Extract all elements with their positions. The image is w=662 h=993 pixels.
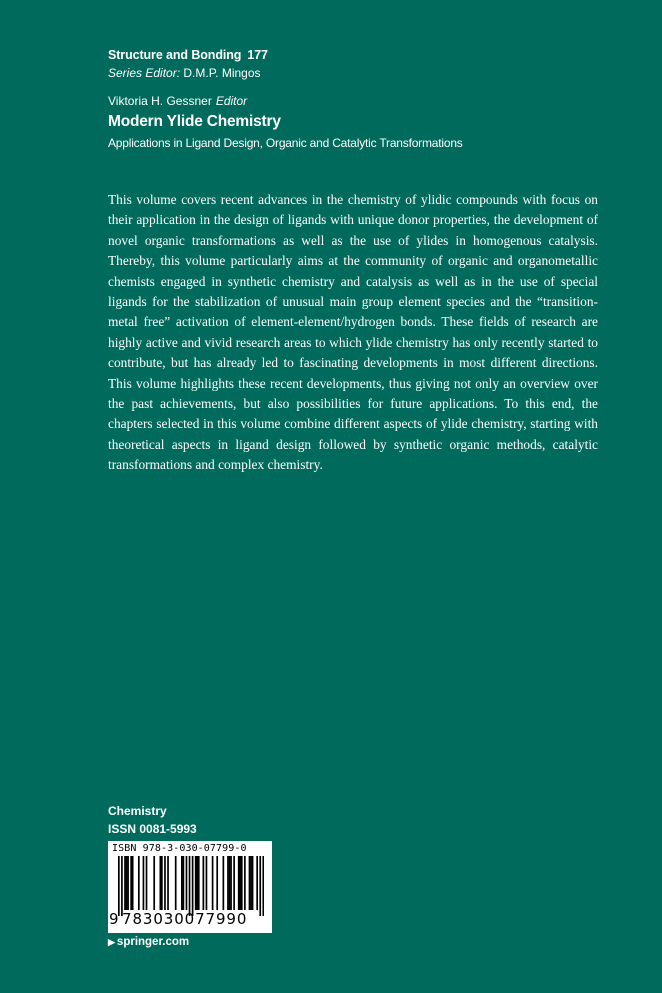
barcode-bar [241,856,243,910]
triangle-right-icon: ▶ [108,937,115,947]
barcode-bar [203,856,205,910]
barcode [108,841,272,933]
barcode-bar [143,856,145,910]
issn-label: ISSN 0081-5993 [108,822,197,836]
barcode-bar [229,856,231,910]
barcode-bar [196,856,198,910]
header [108,46,608,151]
subject-label: Chemistry [108,804,167,818]
barcode-bar [138,856,140,910]
barcode-bar [167,856,169,910]
book-title: Modern Ylide Chemistry [108,113,281,130]
barcode-bar [244,856,246,910]
series-name: Structure and Bonding [108,48,242,62]
barcode-bar [206,856,208,910]
barcode-bar [233,856,235,910]
barcode-bars [118,856,264,916]
footer-info [108,803,408,837]
barcode-bar [124,856,126,910]
series-volume: 177 [247,48,268,62]
barcode-bar [189,856,191,916]
barcode-bar [216,856,218,910]
series-editor-label: Series Editor: [108,66,181,80]
ean-digits: 783030077990 [122,910,248,928]
barcode-bar [227,856,229,910]
barcode-bar [239,856,241,910]
barcode-bar [259,856,261,916]
barcode-bar [181,856,183,910]
barcode-bar [238,856,240,910]
barcode-bar [164,856,166,910]
barcode-bar [132,856,134,910]
barcode-bar [212,856,214,910]
barcode-bar [146,856,148,910]
book-editor-role: Editor [215,94,248,108]
barcode-bar [256,856,258,910]
barcode-bar [192,856,194,916]
barcode-bar [130,856,132,910]
barcode-bar [126,856,128,910]
barcode-bar [223,856,225,910]
barcode-bar [195,856,197,910]
isbn-text: ISBN 978-3-030-07799-0 [112,843,247,854]
barcode-bar [118,856,120,916]
publisher-link[interactable] [108,934,189,950]
barcode-bar [252,856,254,910]
book-subtitle: Applications in Ligand Design, Organic and Catalytic Transformations [108,136,463,150]
barcode-bar [175,856,177,910]
barcode-bar [250,856,252,910]
barcode-bar [198,856,200,910]
barcode-bar [249,856,251,910]
book-editor [108,93,608,109]
series-line [108,46,608,64]
barcode-bar [159,856,161,910]
series-editor-name: D.M.P. Mingos [183,66,261,80]
barcode-bar [230,856,232,910]
publisher-label: springer.com [116,936,190,948]
barcode-bar [183,856,185,910]
series-editor [108,65,608,81]
barcode-bar [262,856,264,916]
barcode-bar [127,856,129,910]
ean-first-digit: 9 [109,910,119,928]
book-editor-name: Viktoria H. Gessner [108,94,212,108]
barcode-bar [161,856,163,910]
barcode-bar [153,856,155,910]
barcode-bar [121,856,123,916]
blurb-text: This volume covers recent advances in the chemistry of ylidic compounds with focus on their application in the design of ligands with unique donor properties, the development of novel organic transformations as well as the use of ylides in homogenous catalysis. Thereby, this volume particularly aims at the community of organic and organometallic chemists engaged in synthetic chemistry and catalysis as well as in the use of special ligands for the stabilization of unusual main group element species and the “transition-metal free” activation of element-element/hydrogen bonds. These fields of research are highly active and vivid research areas to which ylide chemistry has only recently started to contribute, but has already led to fascinating developments in most different directions. This volume highlights these recent developments, thus giving not only an overview over the past achievements, but also possibilities for future applications. To this end, the chapters selected in this volume combine different aspects of ylide chemistry, starting with theoretical aspects in ligand design followed by synthetic organic methods, catalytic transformations and complex chemistry. [108,192,598,473]
barcode-bar [186,856,188,910]
